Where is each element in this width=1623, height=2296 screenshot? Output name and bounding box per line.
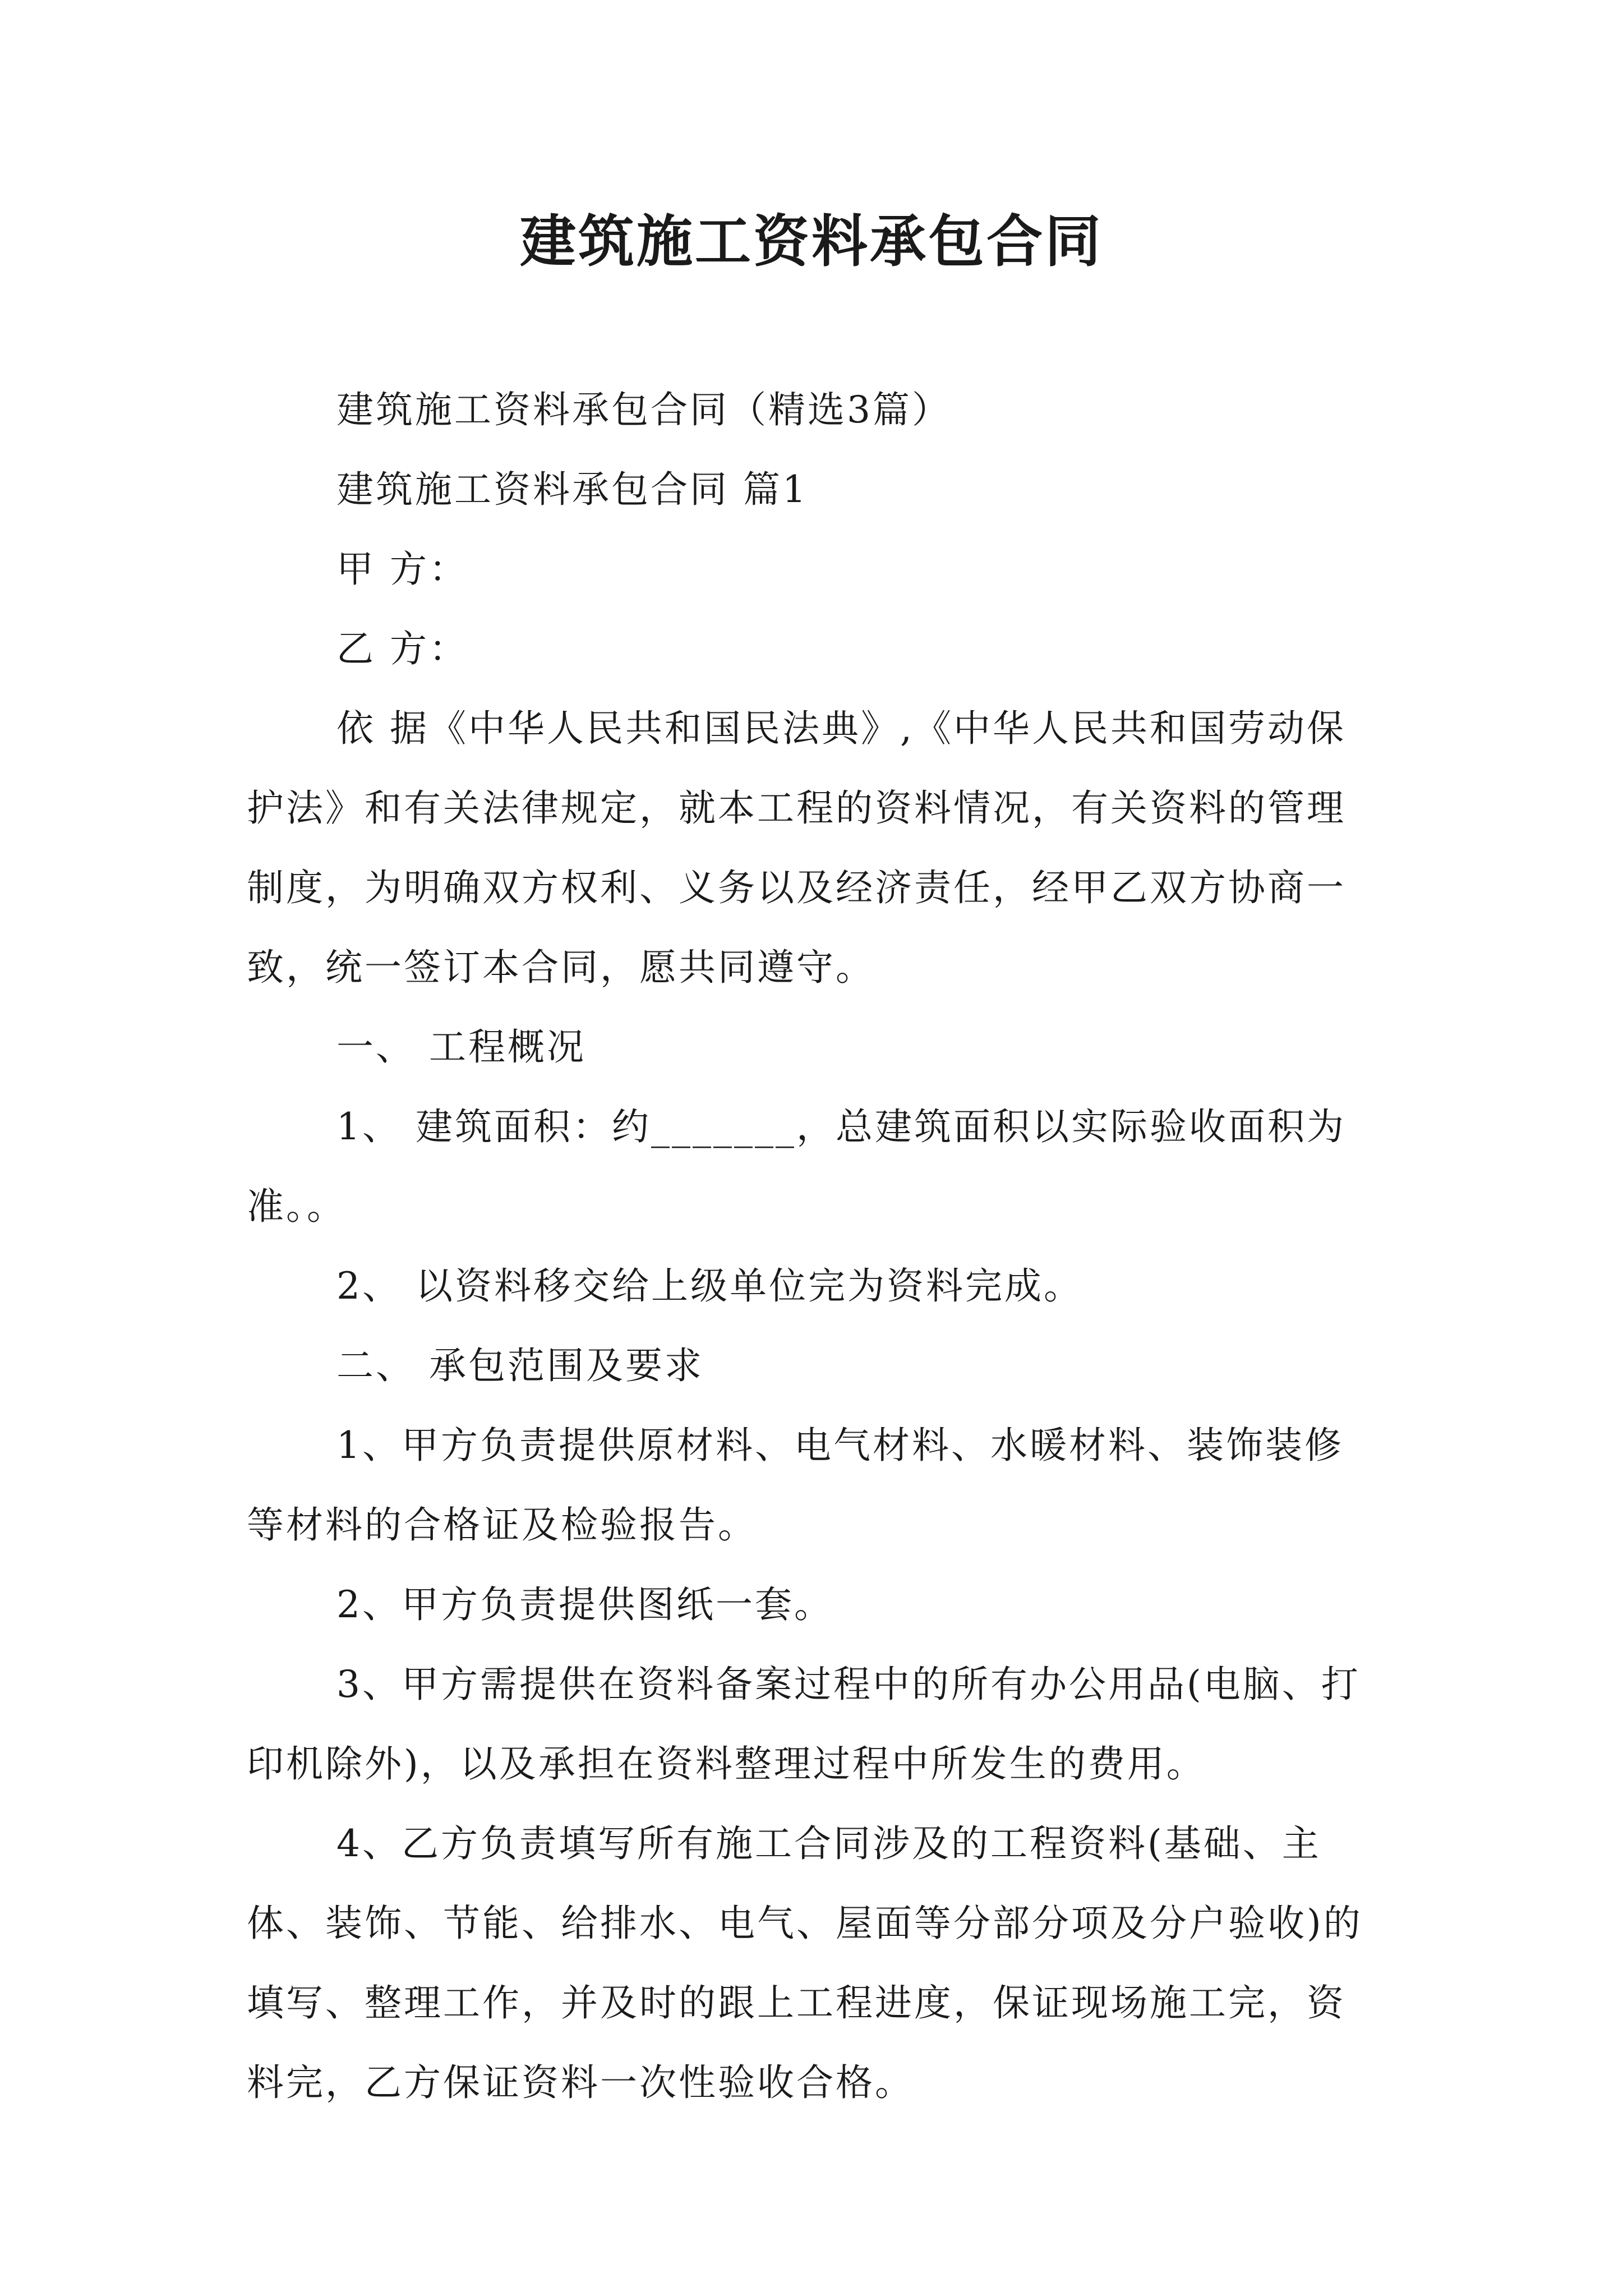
document-title: 建筑施工资料承包合同 [520,208,1103,274]
clause-drawings: 2、甲方负责提供图纸一套。 [336,1583,833,1626]
clause-party-b-duties: 4、乙方负责填写所有施工合同涉及的工程资料(基础、主体、装饰、节能、给排水、电气、屋面等分部分项及分户验收)的填写、整理工作，并及时的跟上工程进度，保证现场施工完，资料完，乙方保证资料一次性验收合格。 [247,1822,1363,2104]
document-body [247,370,1380,2123]
section-heading-part1: 建筑施工资料承包合同 篇1 [336,468,808,511]
heading-project-overview: 一、 工程概况 [336,1025,586,1069]
clause-building-area: 1、 建筑面积：约_______，总建筑面积以实际验收面积为准。。 [247,1105,1346,1228]
heading-scope-requirements: 二、 承包范围及要求 [336,1344,704,1387]
preamble-paragraph: 依 据《中华人民共和国民法典》,《中华人民共和国劳动保护法》和有关法律规定，就本工程的资料情况，有关资料的管理制度，为明确双方权利、义务以及经济责任，经甲乙双方协商一致，统一签订本合同，愿共同遵守。 [247,707,1346,989]
subtitle-paragraph: 建筑施工资料承包合同（精选3篇） [336,388,951,431]
clause-office-supplies: 3、甲方需提供在资料备案过程中的所有办公用品(电脑、打印机除外)，以及承担在资料整理过程中所发生的费用。 [247,1663,1361,1786]
party-b-line: 乙 方： [336,627,468,670]
party-a-line: 甲 方： [336,547,468,591]
clause-materials-certificates: 1、甲方负责提供原材料、电气材料、水暖材料、装饰装修等材料的合格证及检验报告。 [247,1424,1344,1547]
clause-completion: 2、 以资料移交给上级单位完为资料完成。 [336,1264,1083,1308]
